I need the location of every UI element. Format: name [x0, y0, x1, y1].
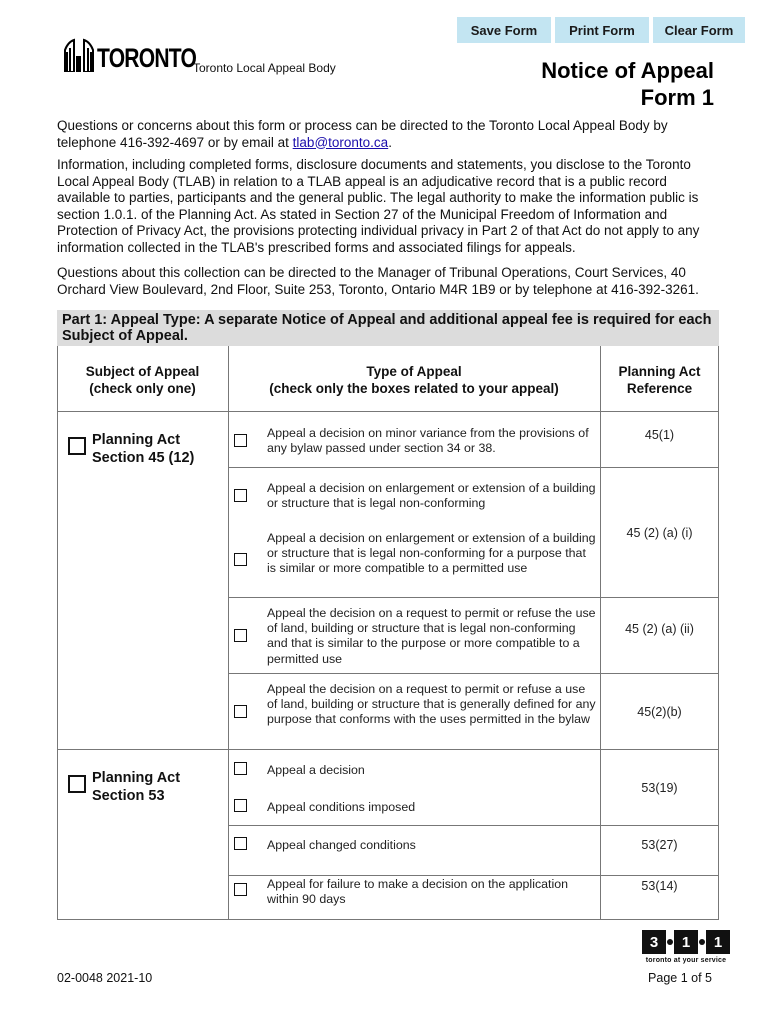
table-divider [228, 467, 719, 468]
type-permit-use-conforms-text: Appeal the decision on a request to permit or refuse a use of land, building or structure that is generally defined for any purpose that conforms with the uses permitted in the bylaw [267, 682, 596, 727]
form-toolbar [457, 17, 745, 43]
type-minor-variance-text: Appeal a decision on minor variance from the provisions of any bylaw passed under section 34 or 38. [267, 426, 589, 456]
type-conditions-imposed-checkbox[interactable] [234, 799, 247, 812]
reference-value: 53(19) [641, 781, 678, 795]
form-code: 02-0048 2021-10 [57, 971, 153, 985]
reference-value: 53(27) [641, 838, 678, 852]
form-title-line1: Notice of Appeal [541, 58, 714, 83]
table-divider [228, 597, 719, 598]
form-title-line2: Form 1 [640, 85, 714, 110]
header-text: (check only one) [89, 381, 196, 396]
reference-column-header [600, 363, 719, 397]
subject-column-header [57, 363, 228, 397]
table-divider [228, 875, 719, 876]
type-appeal-decision-text: Appeal a decision [267, 763, 365, 777]
type-permit-use-similar-checkbox[interactable] [234, 629, 247, 642]
subject-text: Planning Act [92, 432, 181, 448]
subject-section-45-checkbox[interactable] [68, 437, 86, 455]
header-text: Reference [626, 381, 693, 396]
header-text: Planning Act [618, 364, 701, 379]
table-divider [228, 825, 719, 826]
contact-text-end: . [388, 134, 392, 150]
collection-paragraph: Questions about this collection can be directed to the Manager of Tribunal Operations, Court Services, 40 Orchard View Boulevard, 2nd Floor, Suite 253, Toronto, Ontario M4R 1B9 or by telephone at 416-392-3261. [57, 265, 699, 297]
subject-section-45-label [92, 431, 194, 467]
badge-digit: 1 [674, 930, 698, 954]
subject-text: Section 53 [92, 788, 165, 804]
type-appeal-decision-checkbox[interactable] [234, 762, 247, 775]
badge-digit: 3 [642, 930, 666, 954]
table-divider [57, 411, 719, 412]
logo-wordmark: TORONTO [97, 43, 197, 73]
part1-header: Part 1: Appeal Type: A separate Notice of Appeal and additional appeal fee is required for each Subject of Appeal. [57, 310, 719, 346]
reference-value: 45(1) [644, 428, 675, 442]
appeal-type-table [57, 346, 719, 920]
table-divider [228, 346, 229, 920]
type-permit-use-similar-text: Appeal the decision on a request to permit or refuse the use of land, building or structure that is legal non-conforming and that is similar to the purpose or more compatible to a permitted use [267, 606, 596, 666]
page-number: Page 1 of 5 [648, 971, 712, 985]
header-text: Subject of Appeal [85, 364, 200, 379]
badge-dot [699, 939, 705, 945]
type-enlargement-compatible-checkbox[interactable] [234, 553, 247, 566]
type-changed-conditions-checkbox[interactable] [234, 837, 247, 850]
subject-text: Planning Act [92, 770, 181, 786]
reference-value: 45 (2) (a) (ii) [625, 622, 694, 636]
contact-paragraph [57, 118, 722, 151]
city-hall-icon [64, 38, 94, 72]
privacy-paragraph: Information, including completed forms, disclosure documents and statements, you disclose to the Toronto Local Appeal Body (TLAB) in relation to a TLAB appeal is an adjudicative record that is a public record available to parties, participants and the general public. The legal authority to make the information public is section 1.0.1. of the Planning Act. As stated in Section 27 of the Municipal Freedom of Information and Protection of Privacy Act, the provisions protecting individual privacy in Part 2 of that Act do not apply to any information collected in the TLAB's prescribed forms and associated filings for appeals. [57, 157, 700, 255]
badge-digits [640, 930, 732, 954]
badge-digit: 1 [706, 930, 730, 954]
save-form-button[interactable]: Save Form [457, 17, 551, 43]
type-failure-to-decide-checkbox[interactable] [234, 883, 247, 896]
type-changed-conditions-text: Appeal changed conditions [267, 838, 416, 852]
toronto-311-badge [640, 930, 732, 964]
contact-text: Questions or concerns about this form or process can be directed to the Toronto Local Appeal Body by telephone 416-392-4697 or by email at [57, 118, 668, 150]
reference-value: 45(2)(b) [637, 705, 682, 719]
print-form-button[interactable]: Print Form [555, 17, 649, 43]
type-minor-variance-checkbox[interactable] [234, 434, 247, 447]
header-text: Type of Appeal [366, 364, 462, 379]
type-enlargement-compatible-text: Appeal a decision on enlargement or extension of a building or structure that is legal non-conforming for a purpose that is similar or more compatible to a permitted use [267, 531, 596, 576]
email-link[interactable]: tlab@toronto.ca [292, 134, 389, 150]
type-conditions-imposed-text: Appeal conditions imposed [267, 800, 416, 814]
table-divider [57, 749, 719, 750]
subject-section-53-label [92, 769, 180, 805]
type-enlargement-text: Appeal a decision on enlargement or extension of a building or structure that is legal non-conforming [267, 481, 596, 511]
subject-text: Section 45 (12) [92, 450, 195, 466]
type-enlargement-checkbox[interactable] [234, 489, 247, 502]
type-permit-use-conforms-checkbox[interactable] [234, 705, 247, 718]
reference-value: 45 (2) (a) (i) [626, 526, 693, 540]
type-column-header [228, 363, 600, 397]
table-border-bottom [57, 919, 719, 920]
table-divider [228, 673, 719, 674]
badge-dot [667, 939, 673, 945]
form-title [541, 57, 714, 111]
header-text: (check only the boxes related to your appeal) [269, 381, 559, 396]
org-name: Toronto Local Appeal Body [193, 61, 336, 75]
reference-value: 53(14) [641, 879, 678, 893]
subject-section-53-checkbox[interactable] [68, 775, 86, 793]
badge-tagline: toronto at your service [645, 957, 727, 964]
table-border-left [57, 346, 58, 920]
type-failure-to-decide-text: Appeal for failure to make a decision on the application within 90 days [267, 877, 569, 907]
clear-form-button[interactable]: Clear Form [653, 17, 745, 43]
